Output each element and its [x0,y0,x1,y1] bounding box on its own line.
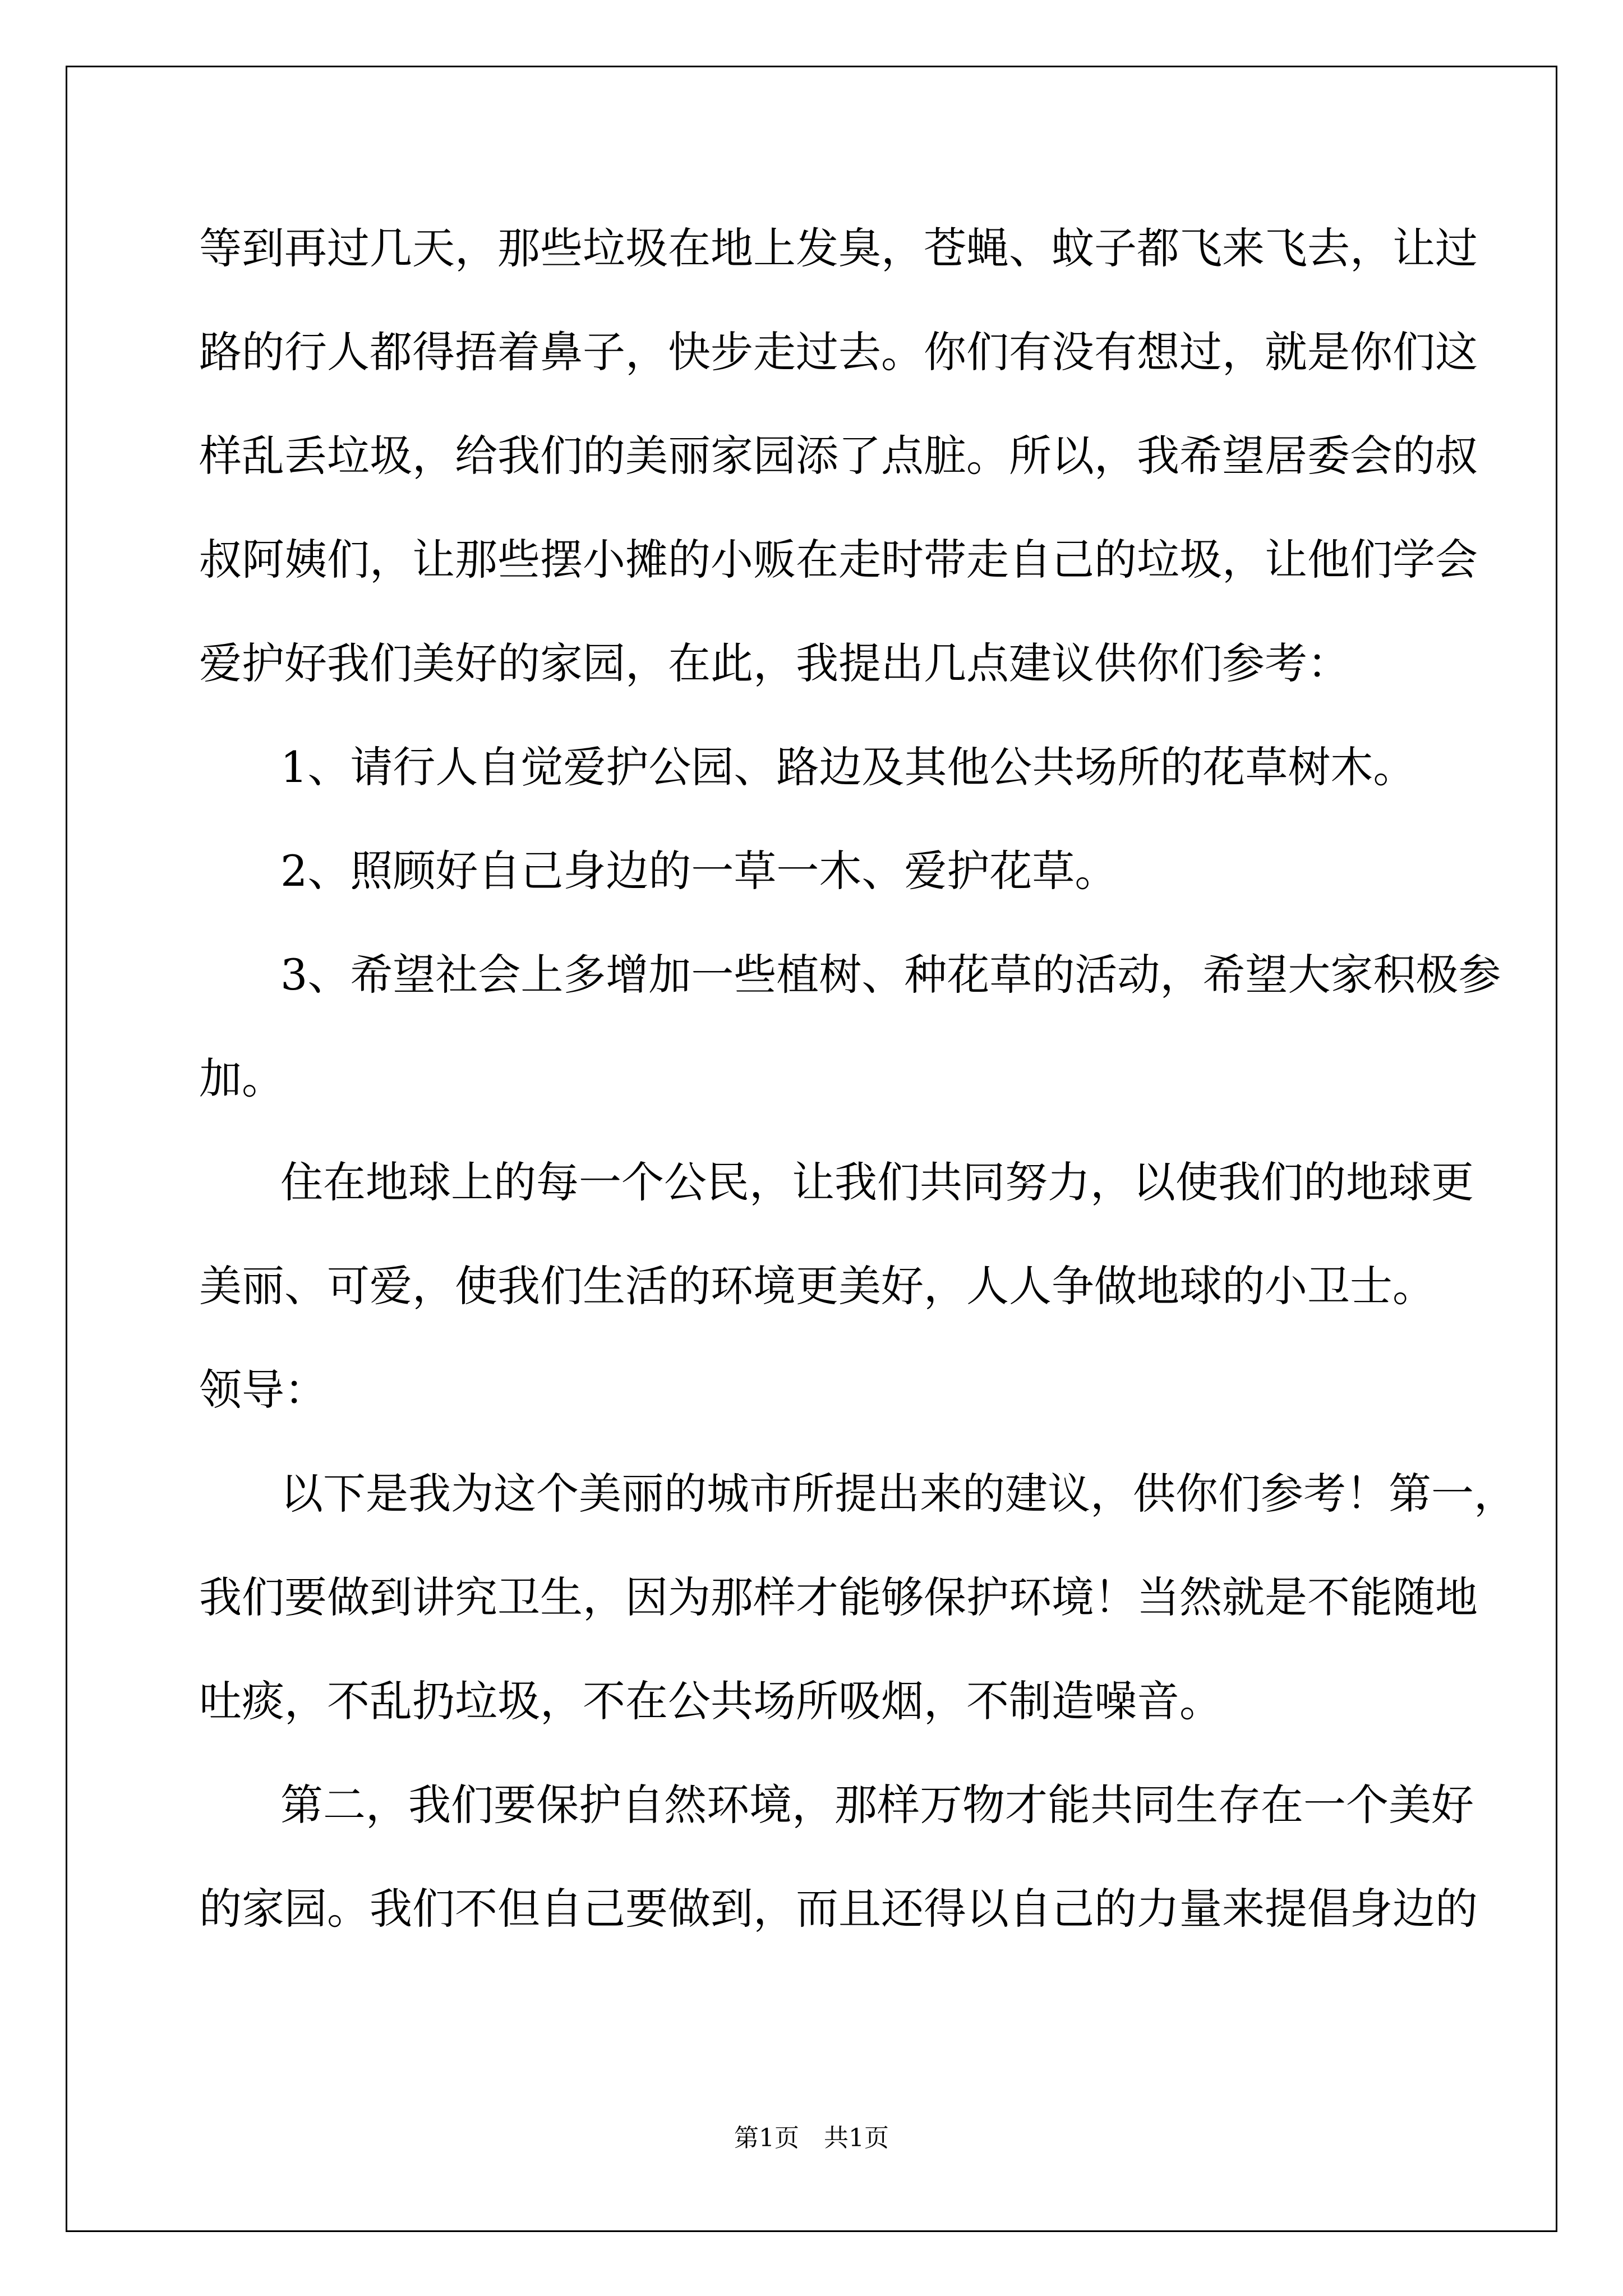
text-line: 我们要做到讲究卫生，因为那样才能够保护环境！当然就是不能随地 [199,1572,1478,1622]
text-line: 的家园。我们不但自己要做到，而且还得以自己的力量来提倡身边的 [199,1884,1478,1934]
text-line: 样乱丢垃圾，给我们的美丽家园添了点脏。所以，我希望居委会的叔 [199,431,1478,481]
text-line: 加。 [199,1053,284,1103]
list-item: 1、请行人自觉爱护公园、路边及其他公共场所的花草树木。 [280,742,1416,792]
text-line: 爱护好我们美好的家园，在此，我提出几点建议供你们参考： [199,638,1350,688]
text-line: 第二，我们要保护自然环境，那样万物才能共同生存在一个美好 [280,1780,1474,1830]
text-line: 吐痰，不乱扔垃圾，不在公共场所吸烟，不制造噪音。 [199,1676,1222,1726]
salutation: 领导： [199,1365,327,1415]
text-line: 叔阿姨们，让那些摆小摊的小贩在走时带走自己的垃圾，让他们学会 [199,535,1478,585]
text-line: 以下是我为这个美丽的城市所提出来的建议，供你们参考！第一， [280,1469,1516,1519]
text-line: 美丽、可爱，使我们生活的环境更美好，人人争做地球的小卫士。 [199,1261,1435,1311]
text-line: 住在地球上的每一个公民，让我们共同努力，以使我们的地球更 [280,1157,1474,1207]
list-item: 3、希望社会上多增加一些植树、种花草的活动，希望大家积极参 [280,950,1501,1000]
list-item: 2、照顾好自己身边的一草一木、爱护花草。 [280,846,1118,896]
text-line: 路的行人都得捂着鼻子，快步走过去。你们有没有想过，就是你们这 [199,327,1478,377]
page-number: 第1页 共1页 [734,2124,889,2152]
text-line: 等到再过几天，那些垃圾在地上发臭，苍蝇、蚊子都飞来飞去，让过 [199,223,1478,273]
